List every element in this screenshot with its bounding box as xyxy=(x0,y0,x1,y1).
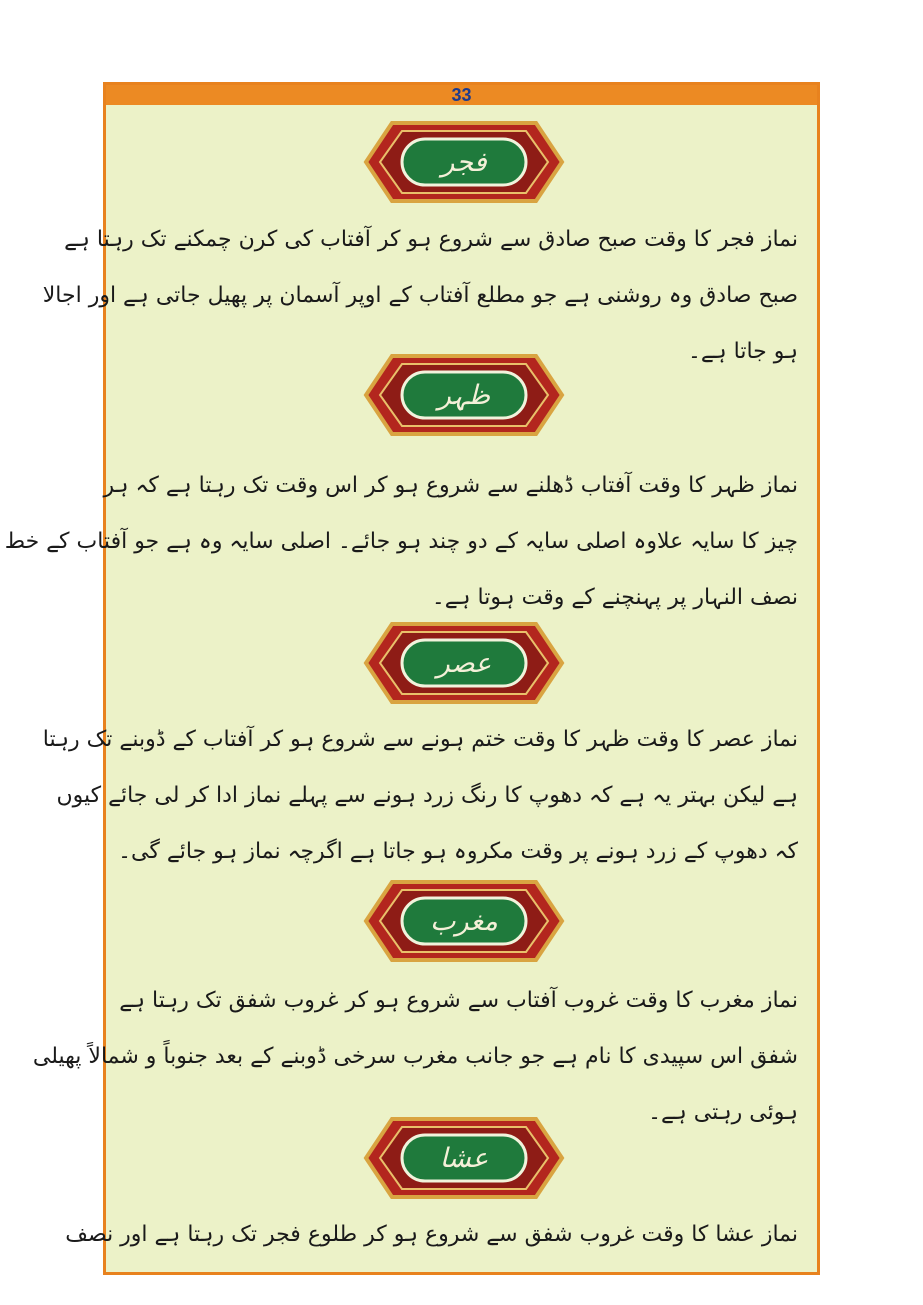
section-title-badge-asr xyxy=(362,620,566,706)
section-title: مغرب xyxy=(430,905,498,937)
section-paragraph-asr xyxy=(42,712,798,880)
section-title-badge-maghrib xyxy=(362,878,566,964)
page-number: 33 xyxy=(451,85,472,105)
section-paragraph-isha xyxy=(65,1207,798,1263)
section-paragraph-zuhr xyxy=(4,458,798,626)
paragraph-line: شفق اس سپیدی کا نام ہے جو جانب مغرب سرخی ڈوبنے کے بعد جنوباً و شمالاً پھیلی xyxy=(32,1044,798,1069)
paragraph-line: چیز کا سایہ علاوہ اصلی سایہ کے دو چند ہو جائے۔ اصلی سایہ وہ ہے جو آفتاب کے خط xyxy=(4,529,798,554)
paragraph-line: نصف النہار پر پہنچنے کے وقت ہوتا ہے۔ xyxy=(431,585,798,610)
section-title-badge-fajr xyxy=(362,119,566,205)
paragraph-line: نماز مغرب کا وقت غروب آفتاب سے شروع ہو کر غروب شفق تک رہتا ہے xyxy=(119,988,798,1013)
paragraph-line: ہے لیکن بہتر یہ ہے کہ دھوپ کا رنگ زرد ہونے سے پہلے نماز ادا کر لی جائے کیوں xyxy=(56,783,798,808)
paragraph-line: نماز عشا کا وقت غروب شفق سے شروع ہو کر طلوع فجر تک رہتا ہے اور نصف xyxy=(65,1222,798,1247)
page-header-bar xyxy=(106,85,817,105)
section-title-badge-isha xyxy=(362,1115,566,1201)
section-title: فجر xyxy=(441,146,487,178)
section-title: عصر xyxy=(436,647,492,679)
section-title: عشا xyxy=(439,1142,489,1174)
section-title: ظہر xyxy=(437,379,491,411)
paragraph-line: نماز فجر کا وقت صبح صادق سے شروع ہو کر آفتاب کی کرن چمکنے تک رہتا ہے xyxy=(64,227,798,252)
paragraph-line: صبح صادق وہ روشنی ہے جو مطلع آفتاب کے اوپر آسمان پر پھیل جاتی ہے اور اجالا xyxy=(42,283,798,308)
paragraph-line: نماز عصر کا وقت ظہر کا وقت ختم ہونے سے شروع ہو کر آفتاب کے ڈوبنے تک رہتا xyxy=(42,727,798,752)
paragraph-line: ہو جاتا ہے۔ xyxy=(687,339,798,364)
section-title-badge-zuhr xyxy=(362,352,566,438)
book-page xyxy=(4,82,820,1275)
paragraph-line: نماز ظہر کا وقت آفتاب ڈھلنے سے شروع ہو کر اس وقت تک رہتا ہے کہ ہر xyxy=(103,473,798,498)
paragraph-line: ہوئی رہتی ہے۔ xyxy=(648,1100,798,1125)
paragraph-line: کہ دھوپ کے زرد ہونے پر وقت مکروہ ہو جاتا ہے اگرچہ نماز ہو جائے گی۔ xyxy=(118,839,798,864)
